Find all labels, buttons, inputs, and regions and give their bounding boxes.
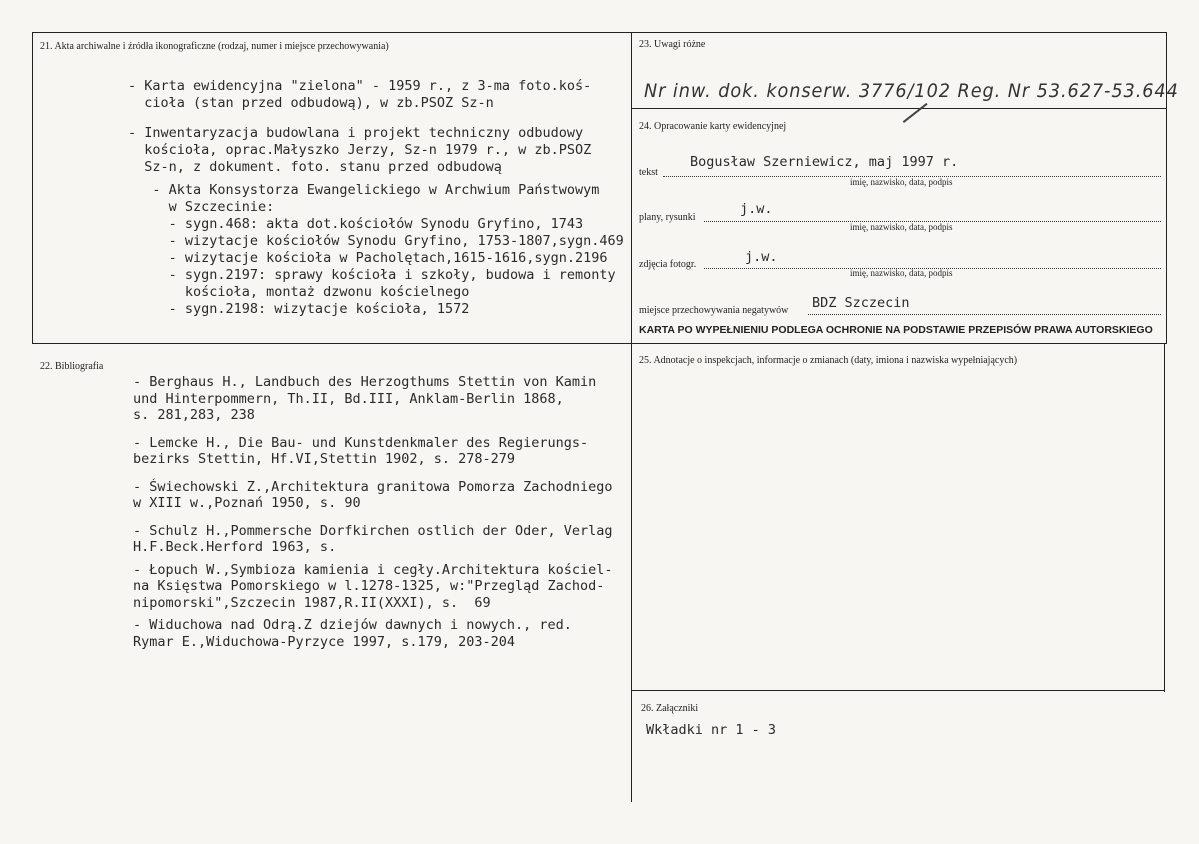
s24-copyright-notice: KARTA PO WYPEŁNIENIU PODLEGA OCHRONIE NA PODSTAWIE PRZEPISÓW PRAWA AUTORSKIEGO: [639, 324, 1153, 336]
s24-miejsce-line: [808, 313, 1161, 315]
frame-left: [32, 32, 33, 344]
bibliography-entry: [133, 374, 613, 424]
s21-line: - sygn.2197: sprawy kościoła i szkoły, budowa i remonty: [128, 267, 616, 283]
s24-header: 24. Opracowanie karty ewidencyjnej: [639, 121, 787, 132]
frame-right: [1166, 32, 1167, 344]
s24-miejsce-value: BDZ Szczecin: [812, 295, 910, 311]
frame-center-divider: [631, 32, 632, 802]
s21-line: - sygn.2198: wizytacje kościoła, 1572: [128, 301, 470, 317]
s26-header: 26. Załączniki: [641, 703, 699, 714]
bibliography-entry: [133, 435, 613, 468]
s21-archive-list: [128, 78, 624, 318]
s25-header: 25. Adnotacje o inspekcjach, informacje o zmianach (daty, imiona i nazwiska wypełniających): [639, 355, 1018, 366]
bib-line: na Księstwa Pomorskiego w l.1278-1325, w:"Przegląd Zachod-: [133, 578, 605, 594]
s21-line: - Inwentaryzacja budowlana i projekt techniczny odbudowy: [128, 125, 584, 141]
frame-right-lower: [1164, 343, 1165, 692]
s24-plany-caption: imię, nazwisko, data, podpis: [850, 222, 953, 232]
s21-line: - Karta ewidencyjna "zielona" - 1959 r., z 3-ma foto.koś-: [128, 78, 592, 94]
s24-tekst-caption: imię, nazwisko, data, podpis: [850, 177, 953, 187]
frame-s26-top: [631, 690, 1165, 691]
s21-header: 21. Akta archiwalne i źródła ikonograficzne (rodzaj, numer i miejsce przechowywania): [40, 41, 389, 52]
bib-line: s. 281,283, 238: [133, 407, 255, 423]
s21-line: kościoła, oprac.Małyszko Jerzy, Sz-n 1979 r., w zb.PSOZ: [128, 142, 592, 158]
s21-line: Sz-n, z dokument. foto. stanu przed odbudową: [128, 159, 502, 175]
bib-line: und Hinterpommern, Th.II, Bd.III, Anklam-Berlin 1868,: [133, 390, 564, 407]
bib-line: - Lemcke H., Die Bau- und Kunstdenkmaler des Regierungs-: [133, 434, 589, 451]
s26-attachments-value: Wkładki nr 1 - 3: [646, 722, 777, 738]
s21-line: - wizytacje kościołów Synodu Gryfino, 1753-1807,sygn.469: [128, 233, 624, 249]
bib-line: H.F.Beck.Herford 1963, s.: [133, 539, 337, 555]
bib-line: nipomorski",Szczecin 1987,R.II(XXXI), s. 69: [133, 594, 491, 611]
bib-line: bezirks Stettin, Hf.VI,Stettin 1902, s. 278-279: [133, 451, 516, 467]
s21-line: cioła (stan przed odbudową), w zb.PSOZ Sz-n: [128, 95, 494, 111]
bibliography-entry: [133, 562, 613, 612]
bib-line: - Łopuch W.,Symbioza kamienia i cegły.Architektura kościel-: [133, 561, 613, 578]
s22-header: 22. Bibliografia: [40, 361, 104, 372]
s21-line: - wizytacje kościoła w Pacholętach,1615-1616,sygn.2196: [128, 250, 608, 266]
s21-line: kościoła, montaż dzwonu kościelnego: [128, 284, 470, 300]
bibliography-entry: [133, 479, 613, 512]
bib-line: w XIII w.,Poznań 1950, s. 90: [133, 495, 361, 511]
s24-plany-value: j.w.: [740, 201, 773, 217]
s24-zdjecia-caption: imię, nazwisko, data, podpis: [850, 268, 953, 278]
frame-s23-bottom: [631, 108, 1167, 109]
frame-top: [32, 32, 1167, 33]
bib-line: - Schulz H.,Pommersche Dorfkirchen ostlich der Oder, Verlag: [133, 522, 613, 539]
s24-zdjecia-value: j.w.: [745, 249, 778, 265]
s24-plany-label: plany, rysunki: [639, 212, 696, 223]
s21-line: w Szczecinie:: [128, 199, 275, 215]
s21-line: - Akta Konsystorza Ewangelickiego w Archwium Państwowym: [128, 182, 600, 198]
s24-tekst-label: tekst: [639, 167, 658, 178]
s23-header: 23. Uwagi różne: [639, 39, 706, 50]
frame-middle: [32, 343, 1167, 344]
s21-line: - sygn.468: akta dot.kościołów Synodu Gryfino, 1743: [128, 216, 584, 232]
bib-line: - Świechowski Z.,Architektura granitowa Pomorza Zachodniego: [133, 478, 613, 495]
s23-pen-stroke: [903, 103, 928, 123]
s24-zdjecia-label: zdjęcia fotogr.: [639, 259, 697, 270]
s24-miejsce-label: miejsce przechowywania negatywów: [639, 305, 789, 316]
bib-line: - Widuchowa nad Odrą.Z dziejów dawnych i nowych., red.: [133, 617, 572, 633]
s23-handwritten-note: Nr inw. dok. konserw. 3776/102 Reg. Nr 53.627-53.644: [644, 80, 1179, 102]
bibliography-entry: [133, 617, 613, 650]
bib-line: Rymar E.,Widuchowa-Pyrzyce 1997, s.179, 203-204: [133, 633, 516, 650]
s24-tekst-value: Bogusław Szerniewicz, maj 1997 r.: [690, 154, 959, 170]
bibliography-entry: [133, 523, 613, 556]
s22-bibliography: [133, 374, 613, 650]
bib-line: - Berghaus H., Landbuch des Herzogthums Stettin von Kamin: [133, 374, 597, 390]
